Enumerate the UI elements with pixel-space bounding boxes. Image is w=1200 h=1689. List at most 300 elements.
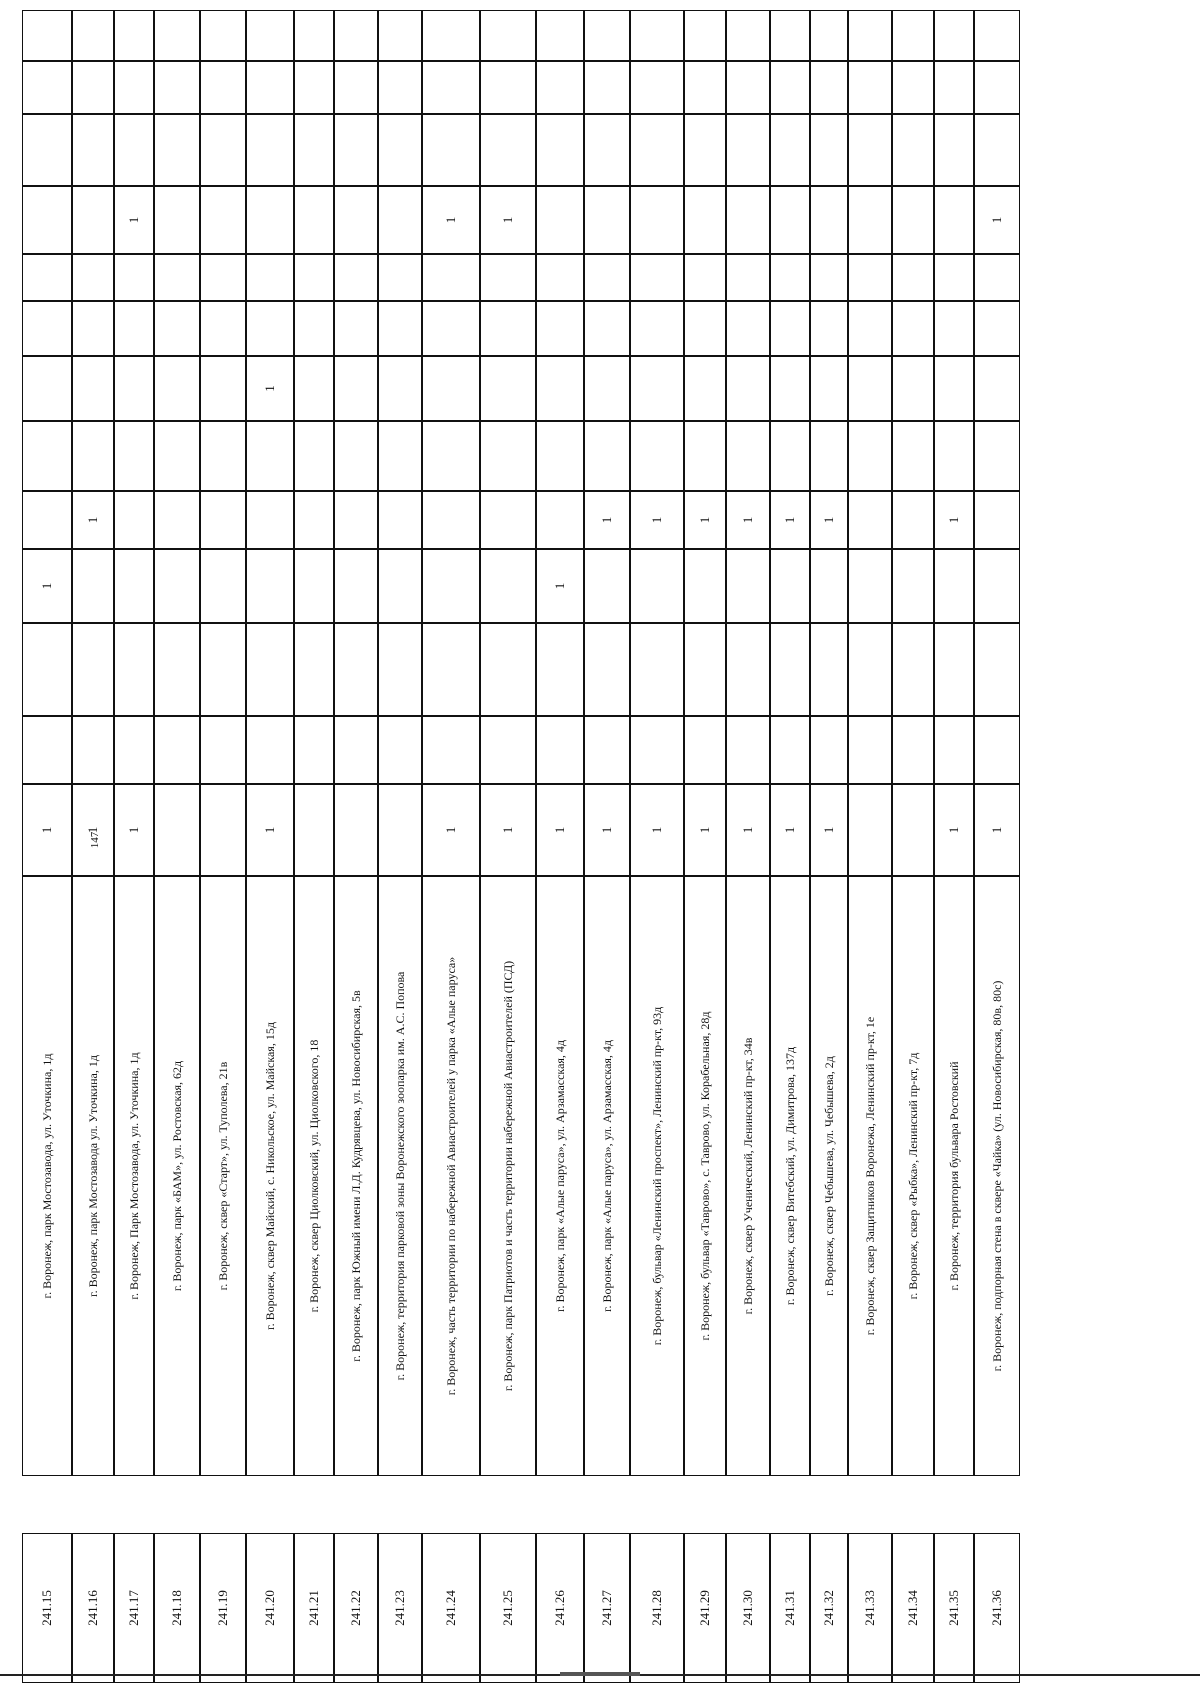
mark-cell [22, 491, 72, 549]
mark-cell [848, 784, 892, 876]
mark-cell [974, 491, 1020, 549]
mark-cell [726, 301, 770, 356]
mark-cell [584, 114, 630, 186]
mark-cell: 1 [422, 784, 480, 876]
mark-cell: 1 [246, 356, 294, 421]
mark-cell [480, 623, 536, 716]
mark-cell [154, 491, 200, 549]
mark-cell [684, 356, 726, 421]
mark-cell [892, 186, 934, 254]
address-cell: г. Воронеж, территория бульвара Ростовский [934, 876, 974, 1476]
table-row [335, 5, 379, 1685]
mark-cell: 1 [480, 186, 536, 254]
mark-cell [974, 623, 1020, 716]
mark-cell [378, 421, 422, 491]
mark-cell [974, 301, 1020, 356]
mark-cell [684, 254, 726, 301]
mark-cell [584, 254, 630, 301]
address-cell: г. Воронеж, парк Мостозавода ул. Уточкина, 1д [72, 876, 114, 1476]
mark-cell [246, 716, 294, 784]
mark-cell [892, 716, 934, 784]
mark-cell [294, 10, 334, 61]
table-row [537, 5, 585, 1685]
address-cell: г. Воронеж, сквер Циолковский, ул. Циолковского, 18 [294, 876, 334, 1476]
row-number-cell: 241.36 [974, 1533, 1020, 1683]
mark-cell [72, 356, 114, 421]
address-cell: г. Воронеж, территория парковой зоны Воронежского зоопарка им. А.С. Попова [378, 876, 422, 1476]
mark-cell [892, 61, 934, 114]
mark-cell [22, 623, 72, 716]
mark-cell [584, 421, 630, 491]
mark-cell [422, 716, 480, 784]
address-cell: г. Воронеж, сквер «Старт», ул. Туполева, 21в [200, 876, 246, 1476]
address-cell: г. Воронеж, бульвар «Ленинский проспект», Ленинский пр-кт, 93д [630, 876, 684, 1476]
document-table-rotated [5, 5, 1105, 1685]
mark-cell [848, 623, 892, 716]
mark-cell [480, 61, 536, 114]
mark-cell [536, 114, 584, 186]
mark-cell [378, 491, 422, 549]
mark-cell [810, 549, 848, 623]
mark-cell [630, 186, 684, 254]
mark-cell [246, 301, 294, 356]
data-table [5, 5, 1105, 1685]
mark-cell [974, 114, 1020, 186]
mark-cell [934, 61, 974, 114]
mark-cell: 1 [974, 784, 1020, 876]
mark-cell [684, 10, 726, 61]
mark-cell [422, 301, 480, 356]
table-row [811, 5, 849, 1685]
mark-cell [154, 716, 200, 784]
table-row [727, 5, 771, 1685]
row-number-cell: 241.19 [200, 1533, 246, 1683]
mark-cell [200, 10, 246, 61]
mark-cell [72, 549, 114, 623]
mark-cell: 1 [246, 784, 294, 876]
mark-cell [726, 549, 770, 623]
row-number-cell: 241.28 [630, 1533, 684, 1683]
mark-cell [584, 623, 630, 716]
mark-cell: 1 [480, 784, 536, 876]
mark-cell [630, 549, 684, 623]
mark-cell [378, 549, 422, 623]
mark-cell [154, 254, 200, 301]
mark-cell [934, 186, 974, 254]
mark-cell [974, 421, 1020, 491]
table-row [631, 5, 685, 1685]
mark-cell [684, 301, 726, 356]
mark-cell [630, 421, 684, 491]
mark-cell [848, 421, 892, 491]
mark-cell [378, 301, 422, 356]
mark-cell [630, 301, 684, 356]
mark-cell [114, 10, 154, 61]
mark-cell [770, 716, 810, 784]
mark-cell [422, 10, 480, 61]
mark-cell [892, 491, 934, 549]
mark-cell [974, 716, 1020, 784]
table-row [201, 5, 247, 1685]
mark-cell [770, 254, 810, 301]
mark-cell [200, 549, 246, 623]
mark-cell: 1 [684, 491, 726, 549]
mark-cell: 1 [584, 491, 630, 549]
mark-cell [770, 623, 810, 716]
mark-cell [154, 186, 200, 254]
mark-cell [200, 186, 246, 254]
mark-cell [22, 421, 72, 491]
mark-cell [334, 301, 378, 356]
mark-cell [114, 421, 154, 491]
mark-cell [294, 301, 334, 356]
mark-cell [726, 421, 770, 491]
mark-cell [294, 491, 334, 549]
mark-cell: 1 [114, 186, 154, 254]
table-row [295, 5, 335, 1685]
mark-cell [378, 623, 422, 716]
address-cell: г. Воронеж, подпорная стена в сквере «Чайка» (ул. Новосибирская, 80в, 80с) [974, 876, 1020, 1476]
row-number-cell: 241.25 [480, 1533, 536, 1683]
table-row [379, 5, 423, 1685]
mark-cell [334, 421, 378, 491]
mark-cell: 1 [934, 491, 974, 549]
mark-cell [480, 254, 536, 301]
table-row [423, 5, 481, 1685]
address-cell: г. Воронеж, парк Южный имени Л.Д. Кудрявцева, ул. Новосибирская, 5в [334, 876, 378, 1476]
mark-cell [848, 301, 892, 356]
mark-cell [22, 301, 72, 356]
table-row [247, 5, 295, 1685]
mark-cell [22, 716, 72, 784]
mark-cell [934, 623, 974, 716]
mark-cell [154, 784, 200, 876]
mark-cell: 1 [114, 784, 154, 876]
bottom-edge-mark [560, 1672, 640, 1676]
row-number-cell: 241.17 [114, 1533, 154, 1683]
mark-cell [536, 10, 584, 61]
mark-cell [480, 421, 536, 491]
mark-cell [480, 10, 536, 61]
mark-cell: 1 [630, 491, 684, 549]
mark-cell [480, 491, 536, 549]
mark-cell: 1 [422, 186, 480, 254]
mark-cell [848, 549, 892, 623]
mark-cell [536, 623, 584, 716]
row-number-cell: 241.18 [154, 1533, 200, 1683]
mark-cell [22, 356, 72, 421]
mark-cell [294, 186, 334, 254]
mark-cell: 1 [684, 784, 726, 876]
mark-cell [114, 549, 154, 623]
mark-cell [892, 254, 934, 301]
mark-cell [114, 356, 154, 421]
mark-cell [934, 10, 974, 61]
mark-cell [770, 356, 810, 421]
mark-cell [246, 491, 294, 549]
row-number-cell: 241.23 [378, 1533, 422, 1683]
address-cell: г. Воронеж, бульвар «Таврово», с. Таврово, ул. Корабельная, 28д [684, 876, 726, 1476]
mark-cell [536, 61, 584, 114]
mark-cell [770, 549, 810, 623]
mark-cell [630, 61, 684, 114]
mark-cell: 1 [72, 491, 114, 549]
table-row [23, 5, 73, 1685]
mark-cell [536, 186, 584, 254]
mark-cell: 1 [770, 784, 810, 876]
mark-cell [584, 549, 630, 623]
mark-cell [334, 623, 378, 716]
row-number-cell: 241.34 [892, 1533, 934, 1683]
mark-cell [334, 491, 378, 549]
mark-cell: 1 [22, 784, 72, 876]
mark-cell [536, 254, 584, 301]
mark-cell [536, 491, 584, 549]
mark-cell [200, 623, 246, 716]
mark-cell [974, 10, 1020, 61]
mark-cell [536, 301, 584, 356]
mark-cell [294, 114, 334, 186]
mark-cell [378, 114, 422, 186]
mark-cell [246, 114, 294, 186]
mark-cell [810, 623, 848, 716]
mark-cell [72, 301, 114, 356]
mark-cell: 1 [810, 491, 848, 549]
mark-cell [974, 254, 1020, 301]
mark-cell [72, 421, 114, 491]
table-row [155, 5, 201, 1685]
row-number-cell: 241.24 [422, 1533, 480, 1683]
mark-cell [892, 623, 934, 716]
address-cell: г. Воронеж, парк Патриотов и часть территории набережной Авиастроителей (ПСД) [480, 876, 536, 1476]
mark-cell [726, 61, 770, 114]
mark-cell [810, 61, 848, 114]
mark-cell [584, 716, 630, 784]
mark-cell [378, 784, 422, 876]
mark-cell [114, 623, 154, 716]
mark-cell [200, 356, 246, 421]
mark-cell [334, 784, 378, 876]
mark-cell [974, 61, 1020, 114]
mark-cell [200, 254, 246, 301]
mark-cell [114, 301, 154, 356]
mark-cell [22, 61, 72, 114]
mark-cell [810, 186, 848, 254]
mark-cell [726, 254, 770, 301]
mark-cell: 1 [630, 784, 684, 876]
mark-cell [200, 301, 246, 356]
mark-cell [422, 356, 480, 421]
table-row [481, 5, 537, 1685]
mark-cell [294, 784, 334, 876]
mark-cell [584, 301, 630, 356]
mark-cell [892, 114, 934, 186]
mark-cell [422, 491, 480, 549]
mark-cell [770, 301, 810, 356]
mark-cell: 1 [536, 784, 584, 876]
mark-cell [246, 10, 294, 61]
mark-cell [726, 10, 770, 61]
mark-cell [334, 549, 378, 623]
mark-cell [200, 421, 246, 491]
row-number-cell: 241.35 [934, 1533, 974, 1683]
mark-cell [334, 114, 378, 186]
row-number-cell: 241.27 [584, 1533, 630, 1683]
mark-cell [154, 549, 200, 623]
mark-cell [480, 356, 536, 421]
address-cell: г. Воронеж, сквер Витебский, ул. Димитрова, 137д [770, 876, 810, 1476]
mark-cell: 1 [72, 784, 114, 876]
mark-cell [72, 716, 114, 784]
row-number-cell: 241.21 [294, 1533, 334, 1683]
mark-cell [22, 186, 72, 254]
mark-cell [334, 10, 378, 61]
mark-cell [294, 61, 334, 114]
mark-cell [22, 114, 72, 186]
mark-cell [892, 421, 934, 491]
mark-cell [934, 716, 974, 784]
mark-cell: 1 [536, 549, 584, 623]
mark-cell [22, 254, 72, 301]
mark-cell [294, 623, 334, 716]
mark-cell [770, 186, 810, 254]
mark-cell [200, 491, 246, 549]
mark-cell [934, 114, 974, 186]
mark-cell [630, 623, 684, 716]
mark-cell [584, 61, 630, 114]
mark-cell [422, 114, 480, 186]
mark-cell [934, 356, 974, 421]
mark-cell [974, 356, 1020, 421]
mark-cell [848, 491, 892, 549]
address-cell: г. Воронеж, парк «Алые паруса», ул. Арзамасская, 4д [536, 876, 584, 1476]
mark-cell [114, 491, 154, 549]
mark-cell [848, 114, 892, 186]
mark-cell [422, 254, 480, 301]
address-cell: г. Воронеж, сквер Майский, с. Никольское, ул. Майская, 15д [246, 876, 294, 1476]
mark-cell [334, 61, 378, 114]
mark-cell [630, 114, 684, 186]
mark-cell [584, 10, 630, 61]
mark-cell [684, 114, 726, 186]
mark-cell [114, 254, 154, 301]
mark-cell [294, 356, 334, 421]
mark-cell [378, 10, 422, 61]
mark-cell [246, 623, 294, 716]
mark-cell [378, 254, 422, 301]
mark-cell [630, 10, 684, 61]
mark-cell [378, 716, 422, 784]
mark-cell [334, 716, 378, 784]
mark-cell [246, 61, 294, 114]
mark-cell [726, 716, 770, 784]
mark-cell [684, 623, 726, 716]
mark-cell [480, 114, 536, 186]
mark-cell [154, 10, 200, 61]
mark-cell [422, 623, 480, 716]
mark-cell [536, 421, 584, 491]
mark-cell [810, 716, 848, 784]
mark-cell [726, 186, 770, 254]
mark-cell [378, 186, 422, 254]
address-cell: г. Воронеж, парк Мостозавода, ул. Уточкина, 1д [22, 876, 72, 1476]
mark-cell [892, 301, 934, 356]
mark-cell [334, 254, 378, 301]
mark-cell [848, 356, 892, 421]
table-row [73, 5, 115, 1685]
table-row [115, 5, 155, 1685]
mark-cell [22, 10, 72, 61]
row-number-cell: 241.29 [684, 1533, 726, 1683]
mark-cell [892, 549, 934, 623]
mark-cell [72, 186, 114, 254]
mark-cell [246, 421, 294, 491]
mark-cell [848, 254, 892, 301]
row-number-cell: 241.31 [770, 1533, 810, 1683]
mark-cell [294, 716, 334, 784]
mark-cell [684, 716, 726, 784]
mark-cell [810, 301, 848, 356]
mark-cell [480, 716, 536, 784]
mark-cell [584, 186, 630, 254]
row-number-cell: 241.32 [810, 1533, 848, 1683]
mark-cell [72, 623, 114, 716]
mark-cell [770, 421, 810, 491]
mark-cell [200, 784, 246, 876]
mark-cell [684, 549, 726, 623]
mark-cell [114, 716, 154, 784]
mark-cell [72, 61, 114, 114]
mark-cell [294, 254, 334, 301]
mark-cell [246, 186, 294, 254]
mark-cell [584, 356, 630, 421]
address-cell: г. Воронеж, сквер Чебышева, ул. Чебышева, 2д [810, 876, 848, 1476]
mark-cell [770, 10, 810, 61]
row-number-cell: 241.16 [72, 1533, 114, 1683]
mark-cell [848, 10, 892, 61]
mark-cell [630, 254, 684, 301]
mark-cell [934, 549, 974, 623]
mark-cell [378, 61, 422, 114]
mark-cell [422, 549, 480, 623]
mark-cell [810, 10, 848, 61]
mark-cell [72, 114, 114, 186]
address-cell: г. Воронеж, сквер Защитников Воронежа, Ленинский пр-кт, 1е [848, 876, 892, 1476]
mark-cell [726, 623, 770, 716]
mark-cell [536, 356, 584, 421]
mark-cell [848, 716, 892, 784]
row-number-cell: 241.15 [22, 1533, 72, 1683]
page-number: 147 [89, 831, 101, 849]
mark-cell [154, 114, 200, 186]
mark-cell [422, 421, 480, 491]
address-cell: г. Воронеж, сквер «Рыбка», Ленинский пр-кт, 7д [892, 876, 934, 1476]
mark-cell [246, 549, 294, 623]
mark-cell [422, 61, 480, 114]
mark-cell [200, 716, 246, 784]
table-row [585, 5, 631, 1685]
mark-cell [810, 356, 848, 421]
mark-cell [480, 301, 536, 356]
mark-cell [810, 114, 848, 186]
address-cell: г. Воронеж, парк «Алые паруса», ул. Арзамасская, 4д [584, 876, 630, 1476]
mark-cell [630, 716, 684, 784]
table-row [849, 5, 893, 1685]
mark-cell [726, 114, 770, 186]
mark-cell [154, 421, 200, 491]
mark-cell [770, 61, 810, 114]
mark-cell [334, 356, 378, 421]
